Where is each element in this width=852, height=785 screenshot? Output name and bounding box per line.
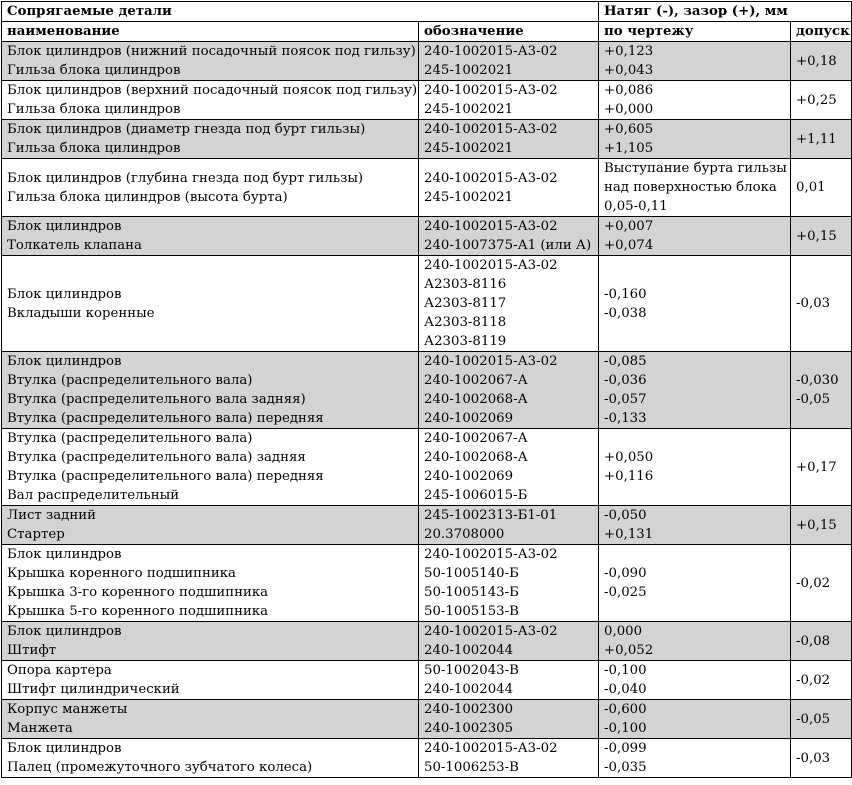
header-columns-row [2,22,852,42]
mating-parts-table [1,1,852,778]
tolerance-cell [791,739,852,778]
fit-by-drawing-line: -0,057 [604,392,647,407]
fit-by-drawing-cell [599,622,791,661]
fit-by-drawing-line: +0,043 [604,63,654,78]
tolerance-cell [791,120,852,159]
part-name-line: Блок цилиндров (диаметр гнезда под бурт гильзы) [7,122,366,137]
part-designation-line: 240-1002069 [424,411,514,426]
fit-by-drawing-cell [599,739,791,778]
part-designation-line: А2303-8118 [424,315,507,330]
fit-by-drawing-line: +0,007 [604,219,654,234]
fit-by-drawing-line: +0,123 [604,44,654,59]
table-row [2,739,852,778]
part-name-line: Штифт цилиндрический [7,682,180,697]
fit-by-drawing-line: -0,090 [604,566,647,581]
tolerance-cell [791,429,852,506]
part-name-cell [2,352,419,429]
part-designation-cell [419,81,599,120]
part-designation-line: А2303-8119 [424,334,507,349]
header-by-drawing: по чертежу [599,22,791,42]
table-row [2,506,852,545]
fit-by-drawing-line: +0,131 [604,527,654,542]
part-name-line: Втулка (распределительного вала) [7,431,253,446]
table-row [2,81,852,120]
part-name-line: Втулка (распределительного вала) задняя [7,450,306,465]
part-designation-cell [419,622,599,661]
part-name-cell [2,120,419,159]
tolerance-cell [791,256,852,352]
fit-by-drawing-line: -0,040 [604,682,647,697]
tolerance-cell [791,622,852,661]
tolerance-line: -0,05 [796,711,831,727]
fit-by-drawing-line: +0,116 [604,469,654,484]
tolerance-line: -0,02 [796,672,831,688]
part-name-line: Гильза блока цилиндров [7,102,181,117]
part-designation-line: 245-1002021 [424,102,514,117]
part-designation-line: 245-1002021 [424,189,514,205]
part-name-line: Стартер [7,527,65,542]
fit-by-drawing-line: +1,105 [604,141,654,156]
fit-by-drawing-line: +0,000 [604,102,654,117]
tolerance-cell [791,545,852,622]
tolerance-line: +0,15 [796,517,837,533]
part-name-cell [2,506,419,545]
table-row [2,159,852,217]
part-designation-line: А2303-8117 [424,296,507,311]
part-designation-cell [419,661,599,700]
part-name-line: Втулка (распределительного вала) передняя [7,469,324,484]
fit-by-drawing-line: -0,050 [604,508,647,523]
part-designation-line: 240-1002015-А3-02 [424,258,558,273]
part-designation-line: 240-1002068-А [424,392,528,407]
table-row [2,545,852,622]
tolerance-line: -0,02 [796,575,831,591]
part-name-line: Гильза блока цилиндров [7,141,181,156]
part-name-cell [2,429,419,506]
table-row [2,622,852,661]
part-designation-cell [419,545,599,622]
fit-by-drawing-line: +0,050 [604,450,654,465]
part-name-line: Блок цилиндров [7,547,122,562]
part-designation-line: 240-1002015-А3-02 [424,741,558,756]
part-designation-line: 245-1002021 [424,141,514,156]
fit-by-drawing-cell [599,545,791,622]
fit-by-drawing-line: -0,085 [604,354,647,369]
fit-by-drawing-line: +0,052 [604,643,654,658]
table-row [2,42,852,81]
part-name-line: Вкладыши коренные [7,305,155,321]
tolerance-line: +0,25 [796,92,837,108]
header-designation: обозначение [419,22,599,42]
part-name-line: Блок цилиндров [7,219,122,234]
tolerance-line: +1,11 [796,131,837,147]
fit-by-drawing-cell [599,661,791,700]
tolerance-line: -0,08 [796,633,831,649]
part-designation-line: 240-1002015-А3-02 [424,170,558,186]
fit-by-drawing-line: -0,600 [604,702,647,717]
part-designation-line: 245-1002313-Б1-01 [424,508,558,523]
part-designation-line: 240-1002305 [424,721,514,736]
fit-by-drawing-cell [599,81,791,120]
part-designation-cell [419,42,599,81]
part-designation-line: 240-1002015-А3-02 [424,354,558,369]
fit-by-drawing-line: -0,035 [604,760,647,775]
table-row [2,120,852,159]
part-designation-line: 240-1002044 [424,682,514,697]
part-name-line: Блок цилиндров (верхний посадочный поясок под гильзу) [7,83,418,98]
part-name-line: Крышка 5-го коренного подшипника [7,604,269,619]
part-name-line: Лист задний [7,508,96,523]
part-designation-cell [419,120,599,159]
part-name-line: Блок цилиндров [7,354,122,369]
table-row [2,661,852,700]
header-mating-parts: Сопрягаемые детали [2,2,599,22]
fit-by-drawing-line: +0,074 [604,238,654,253]
fit-by-drawing-line: -0,100 [604,721,647,736]
tolerance-cell [791,661,852,700]
fit-by-drawing-line: -0,160 [604,286,647,302]
fit-by-drawing-cell [599,159,791,217]
fit-by-drawing-line: +0,086 [604,83,654,98]
table-row [2,700,852,739]
part-designation-cell [419,159,599,217]
part-designation-cell [419,506,599,545]
part-designation-line: 240-1002015-А3-02 [424,547,558,562]
part-designation-line: 50-1005140-Б [424,566,519,581]
part-designation-line: 240-1002067-А [424,373,528,388]
fit-by-drawing-cell [599,506,791,545]
tolerance-line: +0,18 [796,53,837,69]
part-designation-line: 50-1006253-В [424,760,519,775]
header-tolerance: допуск [791,22,852,42]
table-row [2,429,852,506]
part-name-line: Блок цилиндров (глубина гнезда под бурт гильзы) [7,170,364,186]
part-designation-line: 240-1002067-А [424,431,528,446]
part-name-line: Втулка (распределительного вала) передняя [7,411,324,426]
fit-by-drawing-cell [599,429,791,506]
tolerance-line: +0,17 [796,459,837,475]
part-name-line: Штифт [7,643,57,658]
part-name-line: Толкатель клапана [7,238,142,253]
part-designation-line: 240-1002044 [424,643,514,658]
part-name-line: Крышка коренного подшипника [7,566,236,581]
part-name-cell [2,217,419,256]
tolerance-cell [791,159,852,217]
part-designation-line: 240-1002300 [424,702,514,717]
part-name-cell [2,545,419,622]
part-designation-cell [419,352,599,429]
fit-by-drawing-line: -0,133 [604,411,647,426]
tolerance-cell [791,352,852,429]
fit-by-drawing-line: -0,100 [604,663,647,678]
part-name-cell [2,42,419,81]
tolerance-cell [791,217,852,256]
part-name-line: Манжета [7,721,73,736]
part-designation-line: А2303-8116 [424,277,507,292]
part-designation-line: 240-1002068-А [424,450,528,465]
header-name: наименование [2,22,419,42]
part-name-line: Блок цилиндров [7,624,122,639]
part-name-cell [2,661,419,700]
part-name-cell [2,622,419,661]
table-body [2,42,852,778]
fit-by-drawing-line: -0,099 [604,741,647,756]
fit-by-drawing-line: -0,036 [604,373,647,388]
fit-by-drawing-line: -0,038 [604,305,647,321]
part-name-line: Гильза блока цилиндров [7,63,181,78]
part-name-cell [2,739,419,778]
part-name-line: Блок цилиндров (нижний посадочный поясок под гильзу) [7,44,416,59]
part-designation-line: 20.3708000 [424,527,505,542]
fit-by-drawing-line: над поверхностью блока [604,180,777,195]
tolerance-cell [791,81,852,120]
part-designation-line: 50-1005153-В [424,604,519,619]
part-designation-cell [419,739,599,778]
tolerance-cell [791,42,852,81]
part-name-cell [2,700,419,739]
fit-by-drawing-cell [599,120,791,159]
fit-by-drawing-line: -0,025 [604,585,647,600]
part-designation-line: 245-1006015-Б [424,488,528,503]
tolerance-line: +0,15 [796,228,837,244]
table-row [2,217,852,256]
part-designation-cell [419,256,599,352]
part-name-cell [2,256,419,352]
part-designation-line: 240-1002015-А3-02 [424,219,558,234]
part-name-line: Гильза блока цилиндров (высота бурта) [7,189,288,205]
part-name-line: Крышка 3-го коренного подшипника [7,585,269,600]
part-name-cell [2,81,419,120]
tolerance-cell [791,700,852,739]
part-name-line: Втулка (распределительного вала) [7,373,253,388]
part-name-line: Вал распределительный [7,488,180,503]
fit-by-drawing-line: +0,605 [604,122,654,137]
table-row [2,256,852,352]
part-designation-cell [419,217,599,256]
table-row [2,352,852,429]
part-designation-line: 245-1002021 [424,63,514,78]
header-group-row [2,2,852,22]
fit-by-drawing-cell [599,42,791,81]
part-designation-line: 50-1002043-В [424,663,519,678]
fit-by-drawing-cell [599,217,791,256]
part-name-line: Втулка (распределительного вала задняя) [7,392,306,407]
part-designation-line: 50-1005143-Б [424,585,519,600]
part-designation-cell [419,429,599,506]
tolerance-line: -0,030 [796,373,839,388]
tolerance-line: -0,03 [796,750,831,766]
part-name-cell [2,159,419,217]
part-designation-line: 240-1007375-А1 (или А) [424,238,592,253]
fit-by-drawing-cell [599,700,791,739]
fit-by-drawing-line: 0,000 [604,624,643,639]
tolerance-line: 0,01 [796,180,826,195]
part-designation-line: 240-1002069 [424,469,514,484]
fit-by-drawing-line: Выступание бурта гильзы [604,161,787,176]
part-name-line: Палец (промежуточного зубчатого колеса) [7,760,313,775]
fit-by-drawing-cell [599,352,791,429]
part-name-line: Блок цилиндров [7,286,122,302]
part-name-line: Опора картера [7,663,112,678]
part-designation-line: 240-1002015-А3-02 [424,122,558,137]
tolerance-line: -0,03 [796,296,831,311]
part-name-line: Корпус манжеты [7,702,128,717]
part-designation-line: 240-1002015-А3-02 [424,83,558,98]
part-designation-line: 240-1002015-А3-02 [424,44,558,59]
fit-by-drawing-cell [599,256,791,352]
part-designation-line: 240-1002015-А3-02 [424,624,558,639]
tolerance-cell [791,506,852,545]
header-fit-clearance: Натяг (-), зазор (+), мм [599,2,852,22]
part-designation-cell [419,700,599,739]
tolerance-line: -0,05 [796,392,831,407]
fit-by-drawing-line: 0,05-0,11 [604,199,668,214]
part-name-line: Блок цилиндров [7,741,122,756]
